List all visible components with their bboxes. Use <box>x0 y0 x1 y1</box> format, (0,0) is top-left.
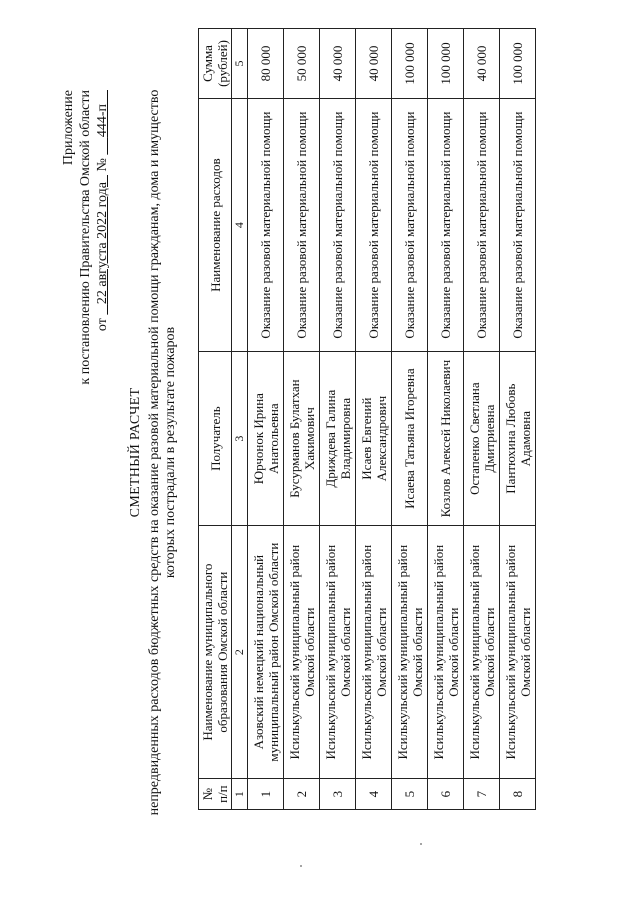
sum-cell: 100 000 <box>428 29 464 99</box>
header-sum: Сумма (рублей) <box>199 29 232 99</box>
row-number-cell: 5 <box>392 779 428 810</box>
sum-cell: 50 000 <box>284 29 320 99</box>
table-row <box>320 29 356 810</box>
column-number: 5 <box>232 29 248 99</box>
table-row <box>428 29 464 810</box>
column-number: 2 <box>232 526 248 779</box>
scan-speck <box>300 865 302 867</box>
recipient-cell: Козлов Алексей Николаевич <box>428 352 464 526</box>
row-number-cell: 1 <box>248 779 284 810</box>
recipient-cell: Исаев Евгений Александрович <box>356 352 392 526</box>
row-number-cell: 2 <box>284 779 320 810</box>
sum-cell: 40 000 <box>356 29 392 99</box>
table-row <box>356 29 392 810</box>
expense-cell: Оказание разовой материальной помощи <box>320 98 356 351</box>
recipient-cell: Пантюхина Любовь Адамовна <box>500 352 536 526</box>
title-heading: СМЕТНЫЙ РАСЧЕТ <box>128 387 143 518</box>
municipality-cell: Исилькульский муниципальный район Омской области <box>356 526 392 779</box>
date-prefix: от <box>95 318 110 332</box>
sum-cell: 40 000 <box>320 29 356 99</box>
recipient-cell: Дриждева Галина Владимировна <box>320 352 356 526</box>
municipality-cell: Исилькульский муниципальный район Омской области <box>284 526 320 779</box>
table-header-row <box>199 29 232 810</box>
sum-cell: 80 000 <box>248 29 284 99</box>
recipient-cell: Остапенко Светлана Дмитриевна <box>464 352 500 526</box>
table-row <box>464 29 500 810</box>
expense-cell: Оказание разовой материальной помощи <box>500 98 536 351</box>
municipality-cell: Исилькульский муниципальный район Омской области <box>392 526 428 779</box>
expense-cell: Оказание разовой материальной помощи <box>464 98 500 351</box>
municipality-cell: Азовский немецкий национальный муниципальный район Омской области <box>248 526 284 779</box>
sum-cell: 100 000 <box>392 29 428 99</box>
row-number-cell: 7 <box>464 779 500 810</box>
attachment-resolution: к постановлению Правительства Омской области <box>78 90 93 385</box>
recipient-cell: Исаева Татьяна Игоревна <box>392 352 428 526</box>
attachment-date: 22 августа 2022 года <box>95 182 110 305</box>
municipality-cell: Исилькульский муниципальный район Омской области <box>428 526 464 779</box>
column-number-row <box>232 29 248 810</box>
title-subtitle-line2: которых пострадали в результате пожаров <box>163 326 178 579</box>
number-prefix: № <box>95 158 110 172</box>
row-number-cell: 6 <box>428 779 464 810</box>
estimate-table <box>198 28 536 810</box>
header-expense: Наименование расходов <box>199 98 232 351</box>
municipality-cell: Исилькульский муниципальный район Омской области <box>464 526 500 779</box>
recipient-cell: Бусурманов Булатхан Хакимович <box>284 352 320 526</box>
header-recipient: Получатель <box>199 352 232 526</box>
recipient-cell: Юрчонок Ирина Анатольевна <box>248 352 284 526</box>
attachment-number: 444-п <box>95 104 110 138</box>
column-number: 4 <box>232 98 248 351</box>
table-row <box>248 29 284 810</box>
expense-cell: Оказание разовой материальной помощи <box>248 98 284 351</box>
table-row <box>284 29 320 810</box>
header-num: № п/п <box>199 779 232 810</box>
municipality-cell: Исилькульский муниципальный район Омской области <box>320 526 356 779</box>
table-row <box>392 29 428 810</box>
row-number-cell: 3 <box>320 779 356 810</box>
sum-cell: 100 000 <box>500 29 536 99</box>
scan-speck <box>420 843 422 845</box>
column-number: 3 <box>232 352 248 526</box>
row-number-cell: 4 <box>356 779 392 810</box>
document-title <box>128 0 179 905</box>
title-subtitle-line1: непредвиденных расходов бюджетных средств на оказание разовой материальной помощи гражданам, дома и имущество <box>147 89 162 816</box>
sum-cell: 40 000 <box>464 29 500 99</box>
municipality-cell: Исилькульский муниципальный район Омской области <box>500 526 536 779</box>
expense-cell: Оказание разовой материальной помощи <box>284 98 320 351</box>
attachment-block <box>60 90 111 470</box>
expense-cell: Оказание разовой материальной помощи <box>356 98 392 351</box>
attachment-date-line <box>94 90 111 470</box>
table-row <box>500 29 536 810</box>
expense-cell: Оказание разовой материальной помощи <box>428 98 464 351</box>
attachment-label: Приложение <box>61 90 76 166</box>
row-number-cell: 8 <box>500 779 536 810</box>
expense-cell: Оказание разовой материальной помощи <box>392 98 428 351</box>
header-municipality: Наименование муниципального образования Омской области <box>199 526 232 779</box>
column-number: 1 <box>232 779 248 810</box>
